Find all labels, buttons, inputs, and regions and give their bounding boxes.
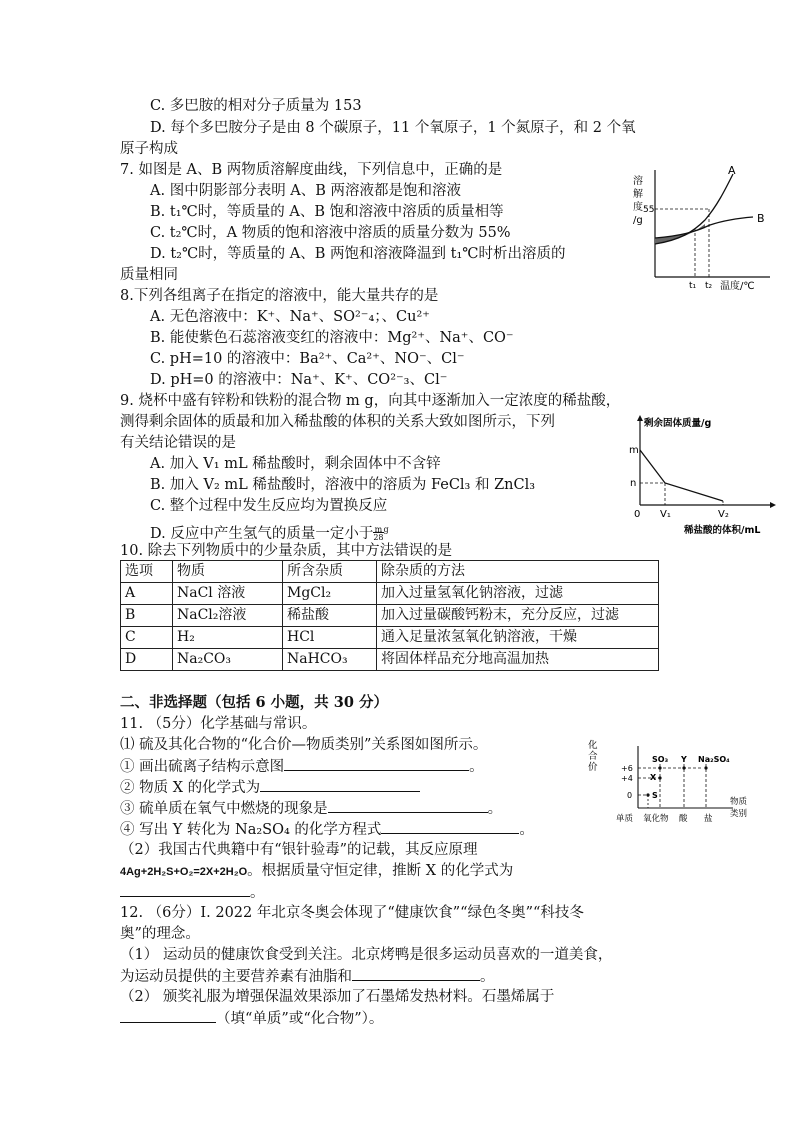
x-label: X	[650, 773, 657, 782]
cat-salt: 盐	[704, 814, 713, 824]
q9-v1: V₁	[660, 509, 671, 520]
q11-ytick-4: +4	[621, 774, 633, 783]
q8-option-b: B. 能使紫色石蕊溶液变红的溶液中：Mg²⁺、Na⁺、CO⁻	[150, 330, 514, 346]
q10-table	[120, 560, 659, 671]
table-cell: D	[121, 649, 173, 671]
q12-part-1-cont	[120, 966, 495, 987]
s-label: S	[652, 791, 658, 800]
q12-part-1-text: 为运动员提供的主要营养素有油脂和	[120, 969, 352, 985]
q11-part-1: ⑴ 硫及其化合物的“化合价—物质类别”关系图如图所示。	[120, 737, 488, 753]
q11-ylabel-1: 化	[588, 740, 598, 751]
table-cell: NaCl₂溶液	[173, 605, 283, 627]
table-cell: C	[121, 627, 173, 649]
q7-option-c: C. t₂℃时，A 物质的饱和溶液中溶质的质量分数为 55%	[150, 225, 511, 241]
cat-acid: 酸	[679, 814, 688, 824]
q11-stem: 11. （5分）化学基础与常识。	[120, 716, 317, 732]
cat-elemental: 单质	[616, 814, 634, 824]
period: 。	[487, 801, 503, 817]
q11-item-4-text: ④ 写出 Y 转化为 Na₂SO₄ 的化学方程式	[120, 822, 382, 838]
q11-item-3	[120, 798, 502, 819]
table-header: 所含杂质	[283, 561, 377, 583]
q11-item-1-text: ① 画出硫离子结构示意图	[120, 759, 285, 775]
cat-oxide: 氧化物	[643, 814, 669, 824]
table-row	[121, 605, 659, 627]
q11-xlabel-2: 类别	[730, 809, 748, 819]
q7-option-a: A. 图中阴影部分表明 A、B 两溶液都是饱和溶液	[150, 183, 462, 199]
q7-ylabel-4: /g	[633, 215, 643, 226]
fraction-numerator: m	[374, 524, 383, 534]
q9-stem-3: 有关结论错误的是	[120, 435, 236, 451]
q8-option-c: C. pH=10 的溶液中：Ba²⁺、Ca²⁺、NO⁻、Cl⁻	[150, 351, 465, 367]
table-header-row	[121, 561, 659, 583]
q11-item-1	[120, 756, 484, 777]
table-cell: 稀盐酸	[283, 605, 377, 627]
period: 。	[519, 822, 534, 838]
q7-t2: t₂	[705, 281, 713, 291]
q11-ylabel-3: 价	[588, 762, 598, 773]
table-cell: B	[121, 605, 173, 627]
q6-option-d-cont: 原子构成	[120, 141, 178, 157]
q9-option-a: A. 加入 V₁ mL 稀盐酸时，剩余固体中不含锌	[150, 456, 441, 472]
table-cell: 加入过量氢氧化钠溶液，过滤	[377, 583, 659, 605]
table-cell: NaCl 溶液	[173, 583, 283, 605]
table-cell: NaHCO₃	[283, 649, 377, 671]
q9-unit: g	[383, 525, 389, 534]
q9-m: m	[629, 445, 639, 456]
q7-t1: t₁	[689, 281, 697, 291]
period: 。	[480, 969, 495, 985]
answer-blank[interactable]	[260, 777, 420, 792]
table-cell: Na₂CO₃	[173, 649, 283, 671]
q12-stem-2: 奥”的理念。	[120, 926, 200, 942]
table-header: 除杂质的方法	[377, 561, 659, 583]
q7-ylabel-3: 度	[633, 202, 643, 213]
q7-ylabel-1: 溶	[633, 176, 643, 187]
q9-option-c: C. 整个过程中发生反应均为置换反应	[150, 498, 388, 514]
q6-option-d: D. 每个多巴胺分子是由 8 个碳原子，11 个氧原子，1 个氮原子，和 2 个氧	[150, 120, 636, 136]
q9-ylabel: 剩余固体质量/g	[644, 418, 712, 429]
table-header: 选项	[121, 561, 173, 583]
q7-option-d: D. t₂℃时，等质量的 A、B 两饱和溶液降温到 t₁℃时析出溶质的	[150, 246, 566, 262]
table-cell: H₂	[173, 627, 283, 649]
table-cell: A	[121, 583, 173, 605]
q12-stem-1: 12. （6分）Ⅰ. 2022 年北京冬奥会体现了“健康饮食”“绿色冬奥”“科技冬	[120, 905, 584, 921]
answer-blank[interactable]	[284, 756, 469, 771]
table-cell: MgCl₂	[283, 583, 377, 605]
answer-blank[interactable]	[120, 1008, 216, 1023]
q11-ylabel-2: 合	[588, 751, 598, 762]
q11-item-4	[120, 819, 534, 840]
table-row	[121, 649, 659, 671]
q8-option-d: D. pH=0 的溶液中：Na⁺、K⁺、CO²⁻₃、Cl⁻	[150, 372, 448, 388]
q9-stem-1: 9. 烧杯中盛有锌粉和铁粉的混合物 m g，向其中逐渐加入一定浓度的稀盐酸，	[120, 393, 621, 409]
solubility-curve-figure	[625, 162, 775, 292]
q8-stem: 8.下列各组离子在指定的溶液中，能大量共存的是	[120, 288, 439, 304]
table-cell: HCl	[283, 627, 377, 649]
na2so4-label: Na₂SO₄	[698, 755, 730, 764]
q9-stem-2: 测得剩余固体的质最和加入稀盐酸的体积的关系大致如图所示，下列	[120, 414, 555, 430]
q11-xlabel-1: 物质	[730, 797, 748, 807]
table-cell: 加入过量碳酸钙粉末，充分反应，过滤	[377, 605, 659, 627]
q11-item-3-text: ③ 硫单质在氧气中燃烧的现象是	[120, 801, 328, 817]
period: 。	[250, 885, 265, 901]
q9-v2: V₂	[718, 509, 729, 520]
q9-option-d-text: D. 反应中产生氢气的质量一定小于	[150, 525, 374, 542]
q11-part-2: （2）我国古代典籍中有“银针验毒”的记载，其反应原理	[120, 842, 478, 858]
section-2-heading: 二、非选择题（包括 6 小题，共 30 分）	[120, 694, 388, 711]
q11-item-2-text: ② 物质 X 的化学式为	[120, 780, 261, 796]
q6-option-c: C. 多巴胺的相对分子质量为 153	[150, 98, 362, 114]
table-header: 物质	[173, 561, 283, 583]
q7-option-d-cont: 质量相同	[120, 267, 178, 283]
q12-part-1: （1） 运动员的健康饮食受到关注。北京烤鸭是很多运动员喜欢的一道美食，	[120, 947, 613, 963]
q7-y55: 55	[643, 205, 655, 215]
q11-part-2-answer	[120, 882, 265, 903]
q11-ytick-0: 0	[627, 791, 633, 800]
y-label: Y	[681, 755, 687, 764]
q7-ylabel-2: 解	[633, 189, 643, 200]
so3-label: SO₃	[652, 755, 669, 764]
q10-stem: 10. 除去下列物质中的少量杂质，其中方法错误的是	[120, 543, 453, 559]
q7-xlabel: 温度/℃	[720, 281, 755, 292]
q12-part-2-cont	[120, 1008, 383, 1029]
table-row	[121, 583, 659, 605]
table-cell: 通入足量浓氢氧化钠溶液，干燥	[377, 627, 659, 649]
q11-ytick-6: +6	[621, 764, 633, 773]
q7-option-b: B. t₁℃时，等质量的 A、B 饱和溶液中溶质的质量相等	[150, 204, 504, 220]
fraction-denominator: 28	[373, 532, 384, 542]
valence-category-figure	[588, 738, 763, 830]
table-cell: 将固体样品充分地高温加热	[377, 649, 659, 671]
q11-item-2	[120, 777, 420, 798]
q7-stem: 7. 如图是 A、B 两物质溶解度曲线，下列信息中，正确的是	[120, 162, 503, 178]
q9-xlabel: 稀盐酸的体积/mL	[684, 525, 761, 536]
q9-n: n	[630, 478, 637, 489]
q8-option-a: A. 无色溶液中：K⁺、Na⁺、SO²⁻₄；、Cu²⁺	[150, 309, 430, 325]
q12-part-2: （2） 颁奖礼服为增强保温效果添加了石墨烯发热材料。石墨烯属于	[120, 989, 555, 1005]
q9-o: 0	[634, 509, 641, 520]
period: 。	[469, 759, 484, 775]
reaction-equation: 4Ag+2H₂S+O₂=2X+2H₂O	[120, 866, 248, 878]
q9-option-b: B. 加入 V₂ mL 稀盐酸时，溶液中的溶质为 FeCl₃ 和 ZnCl₃	[150, 477, 536, 493]
q9-fraction	[373, 526, 383, 542]
curve-b-label: B	[757, 212, 765, 225]
answer-blank[interactable]	[328, 798, 488, 813]
answer-blank[interactable]	[120, 882, 250, 897]
q11-part-2-cont	[120, 861, 513, 882]
q12-part-2-text: （填“单质”或“化合物”）。	[216, 1011, 384, 1027]
curve-a-label: A	[728, 164, 736, 177]
answer-blank[interactable]	[381, 819, 519, 834]
residual-solid-figure	[620, 413, 785, 538]
table-row	[121, 627, 659, 649]
answer-blank[interactable]	[352, 966, 480, 981]
q11-part-2-text: 。根据质量守恒定律，推断 X 的化学式为	[247, 863, 514, 879]
